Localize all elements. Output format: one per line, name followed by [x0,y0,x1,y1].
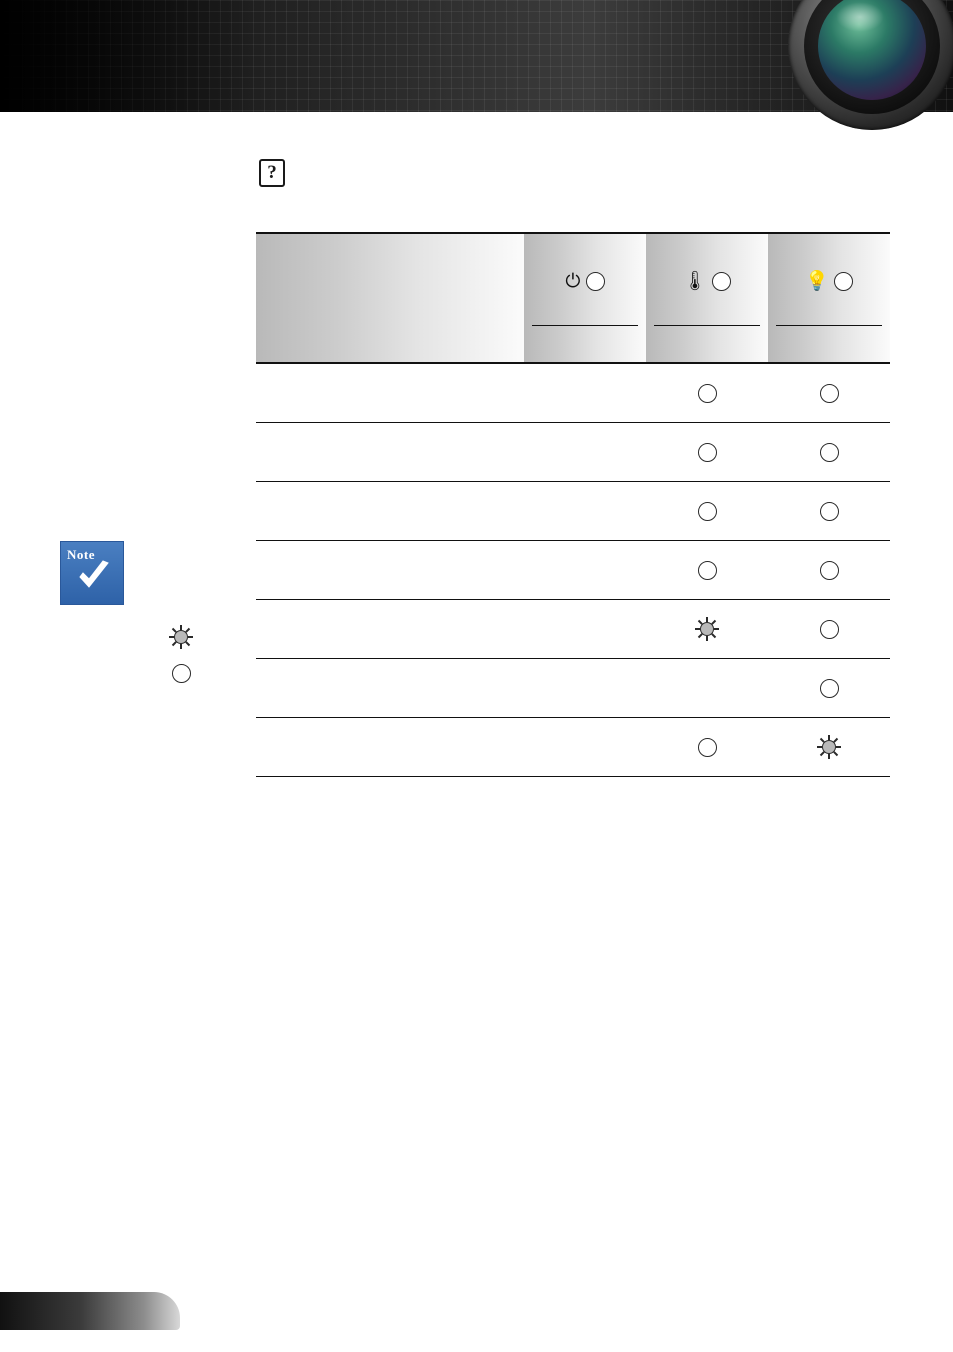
row-temp-led [646,541,768,600]
table-row [256,482,890,541]
table-row [256,541,890,600]
row-power-led [524,482,646,541]
banner-left-fade [0,0,260,112]
header-message [256,233,524,363]
row-lamp-led [768,718,890,777]
off-led-icon [820,443,839,462]
header-temp-led [646,233,768,363]
off-led-icon [820,502,839,521]
led-status-table-wrapper [256,232,890,777]
table-row [256,363,890,423]
flashing-led-icon [170,626,192,648]
row-message [256,600,524,659]
row-temp-led [646,482,768,541]
page-bottom-tab [0,1292,180,1330]
legend-off [172,664,252,683]
off-led-icon [820,620,839,639]
row-message [256,541,524,600]
row-power-led [524,423,646,482]
row-lamp-led [768,423,890,482]
row-message [256,423,524,482]
off-led-icon [698,384,717,403]
note-check-icon [77,560,111,592]
row-lamp-led [768,600,890,659]
header-lamp-label [776,325,882,331]
row-power-led [524,541,646,600]
temperature-icon: 🌡 [646,265,768,299]
row-power-led [524,600,646,659]
question-mark-icon: ? [259,159,285,187]
off-led-icon [820,679,839,698]
table-header-row [256,233,890,363]
led-status-table [256,232,890,777]
header-temp-label [654,325,760,331]
table-row [256,718,890,777]
row-power-led [524,363,646,423]
off-led-icon [820,384,839,403]
legend-flashing [170,626,250,648]
row-temp-led [646,718,768,777]
header-power-label [532,325,638,331]
row-power-led [524,659,646,718]
off-led-icon [698,502,717,521]
flashing-led-icon [818,736,840,758]
off-led-icon [698,738,717,757]
row-power-led [524,718,646,777]
table-row [256,600,890,659]
row-lamp-led [768,541,890,600]
header-power-led [524,233,646,363]
row-temp-led [646,363,768,423]
flashing-led-icon [696,618,718,640]
row-lamp-led [768,363,890,423]
note-label: Note [67,547,95,562]
row-message [256,718,524,777]
off-led-icon [698,561,717,580]
note-callout-box [60,541,124,605]
row-temp-led [646,423,768,482]
table-row [256,423,890,482]
row-message [256,363,524,423]
off-led-icon [698,443,717,462]
row-temp-led [646,659,768,718]
row-temp-led [646,600,768,659]
table-row [256,659,890,718]
row-lamp-led [768,659,890,718]
row-message [256,659,524,718]
off-led-icon [820,561,839,580]
projector-lens-graphic [778,0,953,137]
row-message [256,482,524,541]
row-lamp-led [768,482,890,541]
header-lamp-led [768,233,890,363]
lamp-icon: 💡 [768,265,890,299]
power-icon: ⏻ [524,265,646,299]
off-led-icon [172,664,191,683]
